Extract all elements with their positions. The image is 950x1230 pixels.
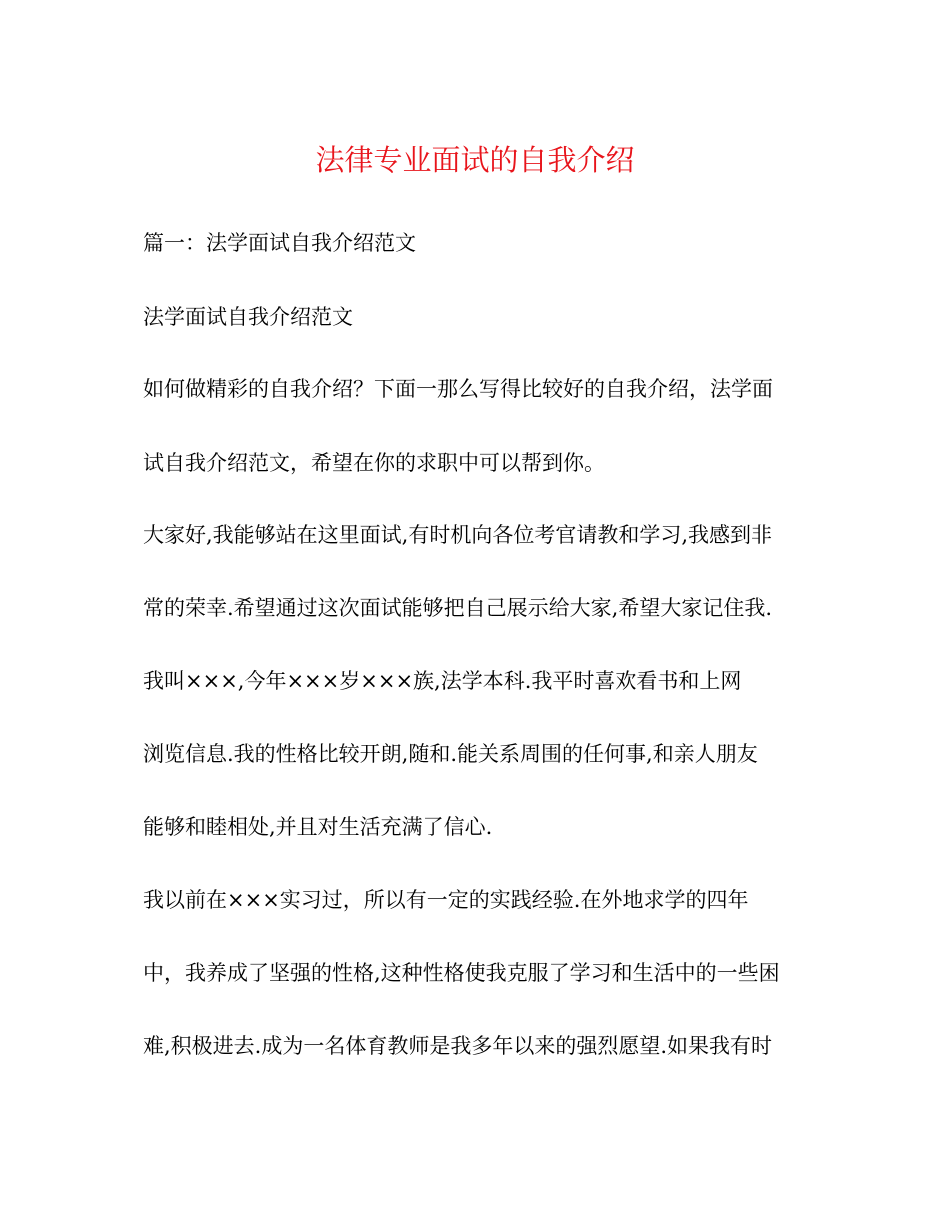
paragraph-line: 难,积极进去.成为一名体育教师是我多年以来的强烈愿望.如果我有时 — [143, 1034, 773, 1058]
paragraph-line: 能够和睦相处,并且对生活充满了信心. — [143, 815, 493, 839]
document-title: 法律专业面试的自我介绍 — [315, 143, 635, 177]
paragraph-line: 常的荣幸.希望通过这次面试能够把自己展示给大家,希望大家记住我. — [143, 596, 773, 620]
paragraph-line: 我以前在×××实习过，所以有一定的实践经验.在外地求学的四年 — [143, 888, 749, 912]
subsection-heading: 法学面试自我介绍范文 — [143, 305, 353, 329]
paragraph-line: 如何做精彩的自我介绍？下面一那么写得比较好的自我介绍，法学面 — [143, 377, 773, 401]
paragraph-line: 浏览信息.我的性格比较开朗,随和.能关系周围的任何事,和亲人朋友 — [143, 742, 758, 766]
paragraph-line: 我叫×××,今年×××岁×××族,法学本科.我平时喜欢看书和上网 — [143, 669, 742, 693]
paragraph-line: 试自我介绍范文，希望在你的求职中可以帮到你。 — [143, 451, 605, 475]
paragraph-line: 中，我养成了坚强的性格,这种性格使我克服了学习和生活中的一些困 — [143, 961, 780, 985]
section-heading: 篇一：法学面试自我介绍范文 — [143, 231, 416, 255]
paragraph-line: 大家好,我能够站在这里面试,有时机向各位考官请教和学习,我感到非 — [143, 523, 773, 547]
